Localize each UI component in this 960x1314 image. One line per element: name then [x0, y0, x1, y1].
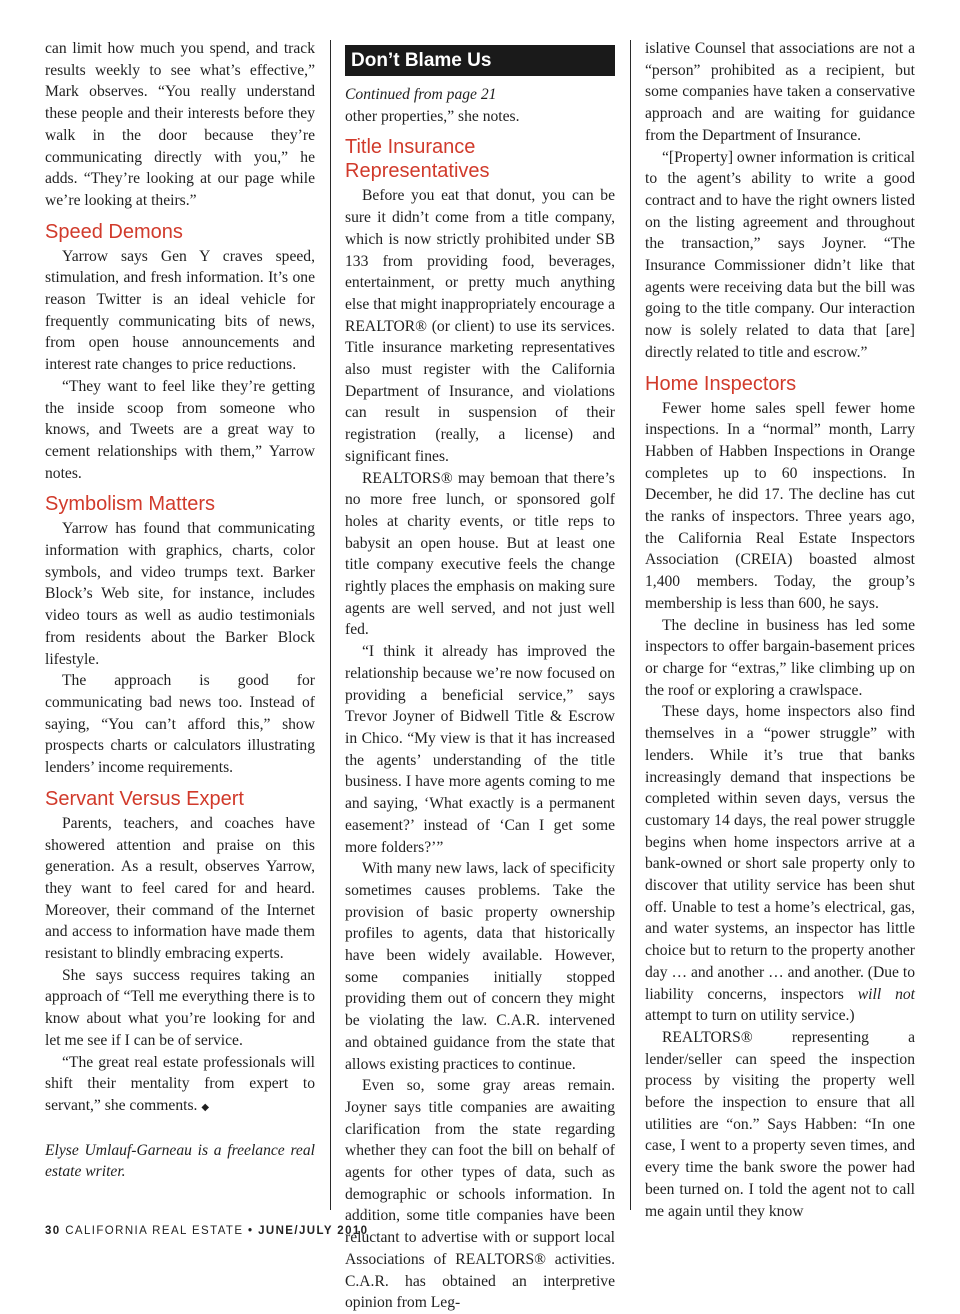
section-heading-speed-demons: Speed Demons [45, 220, 183, 243]
paragraph: islative Counsel that associations are not a “person” prohibited as a recipient, but some companies have taken a conservative approach and are waiting for guidance from the Department of Insurance. [645, 40, 915, 144]
emphasis-text: will not [857, 985, 915, 1003]
paragraph: Yarrow has found that communicating information with graphics, charts, color symbols, and video trumps text. Barker Block’s Web site, for instance, includes video tours as well as audio testimonials from residents about the Barker Block lifestyle. [45, 520, 315, 668]
column-3 [645, 38, 915, 1222]
paragraph [45, 1052, 315, 1119]
column-divider [330, 40, 331, 1210]
paragraph: “They want to feel like they’re getting the inside scoop from someone who knows, and Tweets are a great way to cement relationships with them,” Yarrow notes. [45, 377, 315, 482]
paragraph: Parents, teachers, and coaches have showered attention and praise on this generation. As a result, observes Yarrow, they want to feel cared for and heard. Moreover, their command of the Internet and access to information have made them resistant to blindly embracing experts. [45, 814, 315, 963]
paragraph: other properties,” she notes. [345, 107, 520, 125]
section-heading-home-inspectors: Home Inspectors [645, 372, 797, 395]
paragraph: Before you eat that donut, you can be sure it didn’t come from a title company, which is now strictly prohibited under SB 133 from providing food, beverages, entertainment, or pretty much anything else that might inappropriately encourage a REALTOR® (or client) to use its services. Title insurance marketing representatives also must register with the California Department of Insurance, and violations can result in suspension of their registration (really, a license) and significant fines. [345, 187, 615, 465]
paragraph: With many new laws, lack of specificity sometimes causes problems. Take the provision of basic property ownership profiles to agents, data that historically have been widely available. However, some companies initially stopped providing them out of concern they might be violating the law. C.A.R. intervened and obtained guidance from the state that allows existing practices to continue. [345, 860, 615, 1073]
end-mark-icon: ◆ [201, 1101, 210, 1113]
footer-bullet: • [248, 1225, 254, 1237]
paragraph [645, 701, 915, 1027]
paragraph: REALTORS® may bemoan that there’s no more free lunch, or sponsored golf holes at charity events, or title reps to babysit an open house. But at least one title company executive feels the change rightly places the emphasis on making sure agents are well served, and not just well fed. [345, 469, 615, 639]
section-heading-servant-versus-expert: Servant Versus Expert [45, 787, 244, 810]
column-divider [630, 40, 631, 1210]
issue-date: JUNE/JULY 2010 [258, 1225, 369, 1237]
paragraph: The approach is good for communicating bad news too. Instead of saying, “You can’t afford this,” show prospects charts or calculators illustrating lenders’ income requirements. [45, 672, 315, 777]
section-heading-title-insurance: Title Insurance Representatives [345, 136, 490, 183]
paragraph: She says success requires taking an approach of “Tell me everything there is to know about what you’re looking for and let me see if I can be of service. [45, 966, 315, 1049]
section-heading-symbolism-matters: Symbolism Matters [45, 493, 216, 516]
paragraph: Yarrow says Gen Y craves speed, stimulation, and fresh information. It’s one reason Twitter is an ideal vehicle for frequently communicating bits of news, from open house announcements and interest rate changes to price reductions. [45, 247, 315, 374]
publication-name: CALIFORNIA REAL ESTATE [65, 1225, 244, 1237]
page-footer [45, 1225, 368, 1237]
paragraph: Fewer home sales spell fewer home inspections. In a “normal” month, Larry Habben of Habben Inspections in Orange completes up to 60 inspections. In December, he did 17. The decline has cut the ranks of inspectors. Three years ago, the California Real Estate Inspectors Association (CREIA) boasted almost 1,400 members. Today, the group’s membership is less than 600, he says. [645, 399, 915, 612]
column-2 [345, 38, 615, 1314]
article-banner: Don’t Blame Us [345, 45, 615, 76]
paragraph: “[Property] owner information is critical to the agent’s ability to write a good contract and to have the right owners listed on the listing agreement and throughout the transaction,” says Joyner. “The Insurance Commissioner didn’t like that agents were receiving data but the bill was going to the title company. Our interaction now is solely related to data that [are] directly related to title and escrow.” [645, 148, 915, 361]
page-number: 30 [45, 1225, 61, 1237]
paragraph-text: attempt to turn on utility service.) [645, 1007, 855, 1025]
paragraph: can limit how much you spend, and track results weekly to see what’s effective,” Mark observes. “You really understand these people and their interests before they walk in the door because they’re communicating directly with you,” he adds. “They’re looking at our page while we’re looking at theirs.” [45, 40, 315, 209]
paragraph: REALTORS® representing a lender/seller can speed the inspection process by visiting the property well before the inspection to ensure that all utilities are “on.” Says Habben: “In one case, I went to a property seven times, and every time the bank swore the power had been turned on. I told the agent not to call me again until they know [645, 1028, 915, 1220]
paragraph-text: These days, home inspectors also find themselves in a “power struggle” with lenders. While it’s true that banks increasingly demand that inspections be completed within seven days, versus the customary 14 days, the real power struggle begins when home inspectors arrive at a bank-owned or short sale property only to discover that utility service has been shut off. Unable to test a home’s electrical, gas, and water systems, an inspector has little choice but to return to the property another day … and another … and another. (Due to liability concerns, inspectors [645, 703, 915, 1003]
paragraph: “I think it already has improved the relationship because we’re now focused on providing a beneficial service,” says Trevor Joyner of Bidwell Title & Escrow in Chico. “My view is that it has increased the agents’ understanding of the title business. I have more agents coming to me and saying, ‘What exactly is a permanent easement?’ instead of ‘Can I get some more folders?’” [345, 643, 615, 856]
continued-note: Continued from page 21 [345, 86, 497, 103]
paragraph: The decline in business has led some inspectors to offer bargain-basement prices or charge for “extras,” like climbing up on the roof or exploring a crawlspace. [645, 616, 915, 699]
paragraph: Even so, some gray areas remain. Joyner says title companies are awaiting clarification from the state regarding whether they can foot the bill on behalf of agents for other types of data, such as demographic or schools information. In addition, some title companies have been reluctant to advertise with or support local Associations of REALTORS® activities. C.A.R. has obtained an interpretive opinion from Leg- [345, 1077, 615, 1312]
author-byline: Elyse Umlauf-Garneau is a freelance real estate writer. [45, 1141, 315, 1181]
paragraph-text: “The great real estate professionals will shift their mentality from expert to servant,” she comments. [45, 1053, 315, 1114]
column-1 [45, 38, 315, 1183]
